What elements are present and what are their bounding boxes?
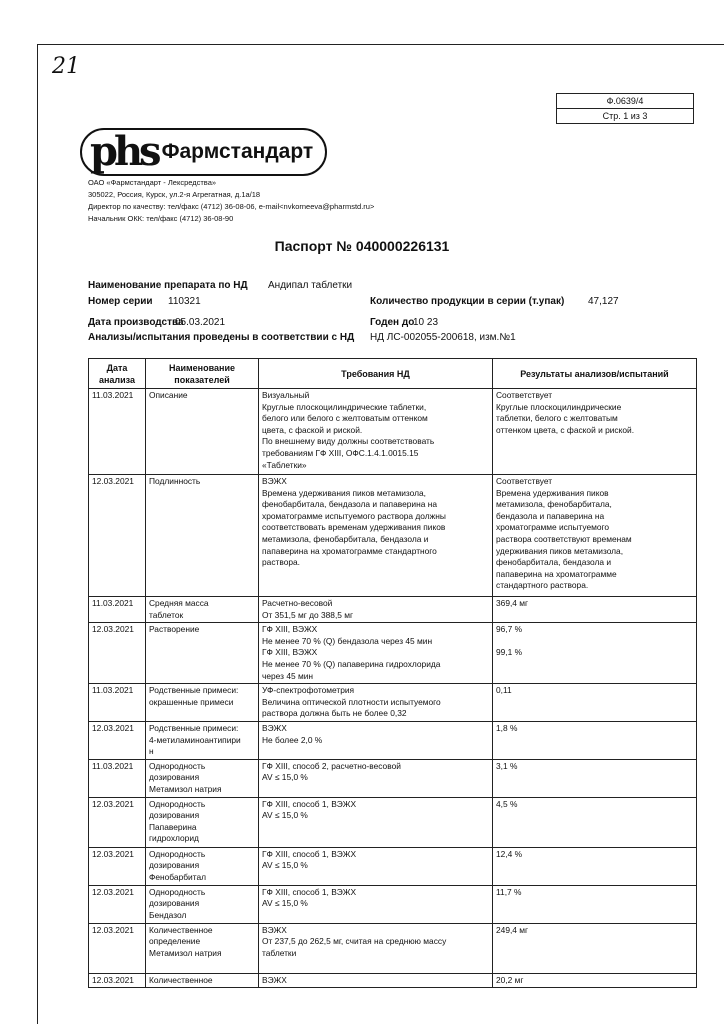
cell-date: 11.03.2021 bbox=[89, 389, 146, 475]
table-row bbox=[89, 721, 697, 759]
top-border-line bbox=[37, 44, 724, 45]
cell-requirements: ГФ XIII, способ 1, ВЭЖХ AV ≤ 15,0 % bbox=[259, 885, 493, 923]
cell-date: 11.03.2021 bbox=[89, 684, 146, 722]
left-border-line bbox=[37, 44, 38, 1024]
cell-indicator: Родственные примеси: окрашенные примеси bbox=[146, 684, 259, 722]
cell-date: 12.03.2021 bbox=[89, 797, 146, 847]
passport-title: Паспорт № 040000226131 bbox=[274, 238, 450, 254]
logo-letters: phs bbox=[90, 128, 158, 175]
cell-date: 12.03.2021 bbox=[89, 885, 146, 923]
table-row bbox=[89, 973, 697, 988]
cell-result: 4,5 % bbox=[493, 797, 697, 847]
address-line: ОАО «Фармстандарт - Лексредства» bbox=[88, 178, 217, 187]
cell-date: 11.03.2021 bbox=[89, 759, 146, 797]
address-line: Начальник ОКК: тел/факс (4712) 36-08-90 bbox=[88, 214, 234, 223]
cell-date: 12.03.2021 bbox=[89, 923, 146, 973]
production-date-label: Дата производства bbox=[88, 317, 184, 328]
cell-date: 11.03.2021 bbox=[89, 597, 146, 623]
address-line: 305022, Россия, Курск, ул.2-я Агрегатная, д.1а/18 bbox=[88, 190, 261, 199]
table-row bbox=[89, 885, 697, 923]
cell-requirements: Расчетно-весовой От 351,5 мг до 388,5 мг bbox=[259, 597, 493, 623]
cell-requirements: ГФ XIII, ВЭЖХ Не менее 70 % (Q) бендазола через 45 мин ГФ XIII, ВЭЖХ Не менее 70 % (Q) папаверина гидрохлорида через 45 мин bbox=[259, 623, 493, 684]
cell-result: 1,8 % bbox=[493, 721, 697, 759]
cell-indicator: Родственные примеси: 4-метиламиноантипири н bbox=[146, 721, 259, 759]
cell-result: Соответствует Круглые плоскоцилиндрические таблетки, белого с желтоватым оттенком цвета, с фаской и риской. bbox=[493, 389, 697, 475]
analysis-value: НД ЛС-002055-200618, изм.№1 bbox=[370, 332, 516, 343]
cell-indicator: Однородность дозирования Бендазол bbox=[146, 885, 259, 923]
quantity-label: Количество продукции в серии (т.упак) bbox=[370, 296, 565, 307]
cell-result: 0,11 bbox=[493, 684, 697, 722]
drug-name-value: Андипал таблетки bbox=[268, 280, 353, 291]
drug-name-label: Наименование препарата по НД bbox=[88, 280, 248, 291]
cell-indicator: Однородность дозирования Фенобарбитал bbox=[146, 847, 259, 885]
cell-result: 3,1 % bbox=[493, 759, 697, 797]
company-address bbox=[88, 177, 374, 225]
cell-result: 11,7 % bbox=[493, 885, 697, 923]
header-results: Результаты анализов/испытаний bbox=[493, 359, 697, 389]
cell-indicator: Средняя масса таблеток bbox=[146, 597, 259, 623]
cell-requirements: ГФ XIII, способ 2, расчетно-весовой AV ≤ 15,0 % bbox=[259, 759, 493, 797]
production-date-value: 05.03.2021 bbox=[175, 317, 226, 328]
table-row bbox=[89, 847, 697, 885]
header-date: Дата анализа bbox=[89, 359, 146, 389]
cell-date: 12.03.2021 bbox=[89, 475, 146, 597]
expiry-label: Годен до bbox=[370, 317, 415, 328]
handwritten-mark: 21 bbox=[52, 54, 80, 79]
cell-indicator: Однородность дозирования Папаверина гидрохлорид bbox=[146, 797, 259, 847]
table-row bbox=[89, 597, 697, 623]
batch-value: 110321 bbox=[168, 296, 201, 307]
cell-requirements: УФ-спектрофотометрия Величина оптической плотности испытуемого раствора должна быть не более 0,32 bbox=[259, 684, 493, 722]
table-row bbox=[89, 684, 697, 722]
cell-date: 12.03.2021 bbox=[89, 973, 146, 988]
cell-requirements: ВЭЖХ Времена удерживания пиков метамизола, фенобарбитала, бендазола и папаверина на хроматограмме испытуемого раствора должны соответствовать временам удерживания пиков метамизола, фенобарбитала, бендазола и папаверина на хроматограмме стандартного раствора. bbox=[259, 475, 493, 597]
logo-company-name: Фармстандарт bbox=[161, 140, 314, 163]
cell-requirements: ГФ XIII, способ 1, ВЭЖХ AV ≤ 15,0 % bbox=[259, 797, 493, 847]
cell-date: 12.03.2021 bbox=[89, 623, 146, 684]
cell-indicator: Растворение bbox=[146, 623, 259, 684]
table-row bbox=[89, 797, 697, 847]
cell-requirements: ВЭЖХ Не более 2,0 % bbox=[259, 721, 493, 759]
cell-date: 12.03.2021 bbox=[89, 847, 146, 885]
table-row bbox=[89, 475, 697, 597]
company-logo bbox=[80, 128, 327, 176]
cell-result: 369,4 мг bbox=[493, 597, 697, 623]
table-row bbox=[89, 759, 697, 797]
table-row bbox=[89, 389, 697, 475]
batch-label: Номер серии bbox=[88, 296, 153, 307]
header-indicator: Наименование показателей bbox=[146, 359, 259, 389]
address-line: Директор по качеству: тел/факс (4712) 36-08-06, e-mail<nvkorneeva@pharmstd.ru> bbox=[88, 202, 375, 211]
form-code-box bbox=[556, 93, 694, 124]
expiry-value: 10 23 bbox=[413, 317, 439, 328]
cell-indicator: Описание bbox=[146, 389, 259, 475]
header-requirements: Требования НД bbox=[259, 359, 493, 389]
results-table bbox=[88, 358, 697, 988]
form-code: Ф.0639/4 bbox=[606, 96, 644, 106]
cell-result: 96,7 % 99,1 % bbox=[493, 623, 697, 684]
cell-requirements: ВЭЖХ bbox=[259, 973, 493, 988]
cell-requirements: ГФ XIII, способ 1, ВЭЖХ AV ≤ 15,0 % bbox=[259, 847, 493, 885]
cell-indicator: Количественное определение Метамизол натрия bbox=[146, 923, 259, 973]
cell-date: 12.03.2021 bbox=[89, 721, 146, 759]
quantity-value: 47,127 bbox=[588, 296, 619, 307]
table-row bbox=[89, 623, 697, 684]
cell-result: 249,4 мг bbox=[493, 923, 697, 973]
cell-indicator: Подлинность bbox=[146, 475, 259, 597]
table-row bbox=[89, 923, 697, 973]
cell-result: Соответствует Времена удерживания пиков метамизола, фенобарбитала, бендазола и папаверина на хроматограмме испытуемого раствора соответствуют временам удерживания пиков метамизола, фенобарбитала, бендазола и папаверина на хроматограмме стандартного раствора. bbox=[493, 475, 697, 597]
page-number: Стр. 1 из 3 bbox=[557, 108, 693, 123]
analysis-label: Анализы/испытания проведены в соответствии с НД bbox=[88, 332, 355, 343]
cell-indicator: Однородность дозирования Метамизол натрия bbox=[146, 759, 259, 797]
cell-result: 12,4 % bbox=[493, 847, 697, 885]
cell-requirements: Визуальный Круглые плоскоцилиндрические таблетки, белого или белого с желтоватым оттенком цвета, с фаской и риской. По внешнему виду должны соответствовать требованиям ГФ XIII, ОФС.1.4.1.0015.15 «Таблетки» bbox=[259, 389, 493, 475]
logo-badge bbox=[80, 128, 327, 176]
cell-indicator: Количественное bbox=[146, 973, 259, 988]
cell-requirements: ВЭЖХ От 237,5 до 262,5 мг, считая на среднюю массу таблетки bbox=[259, 923, 493, 973]
cell-result: 20,2 мг bbox=[493, 973, 697, 988]
